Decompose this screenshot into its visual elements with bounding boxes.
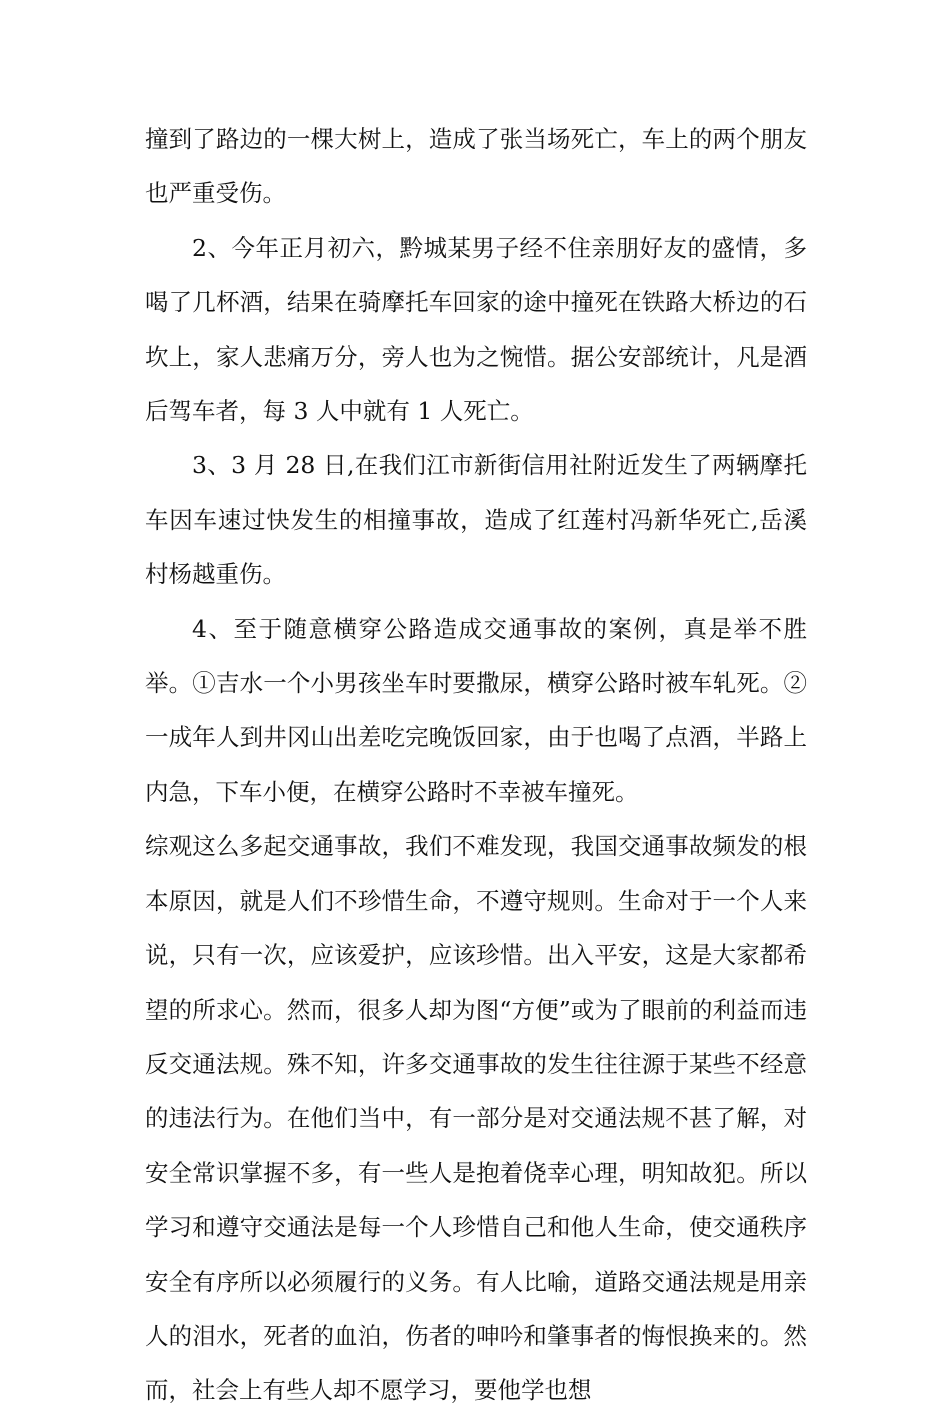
paragraph-case-3: 3、3 月 28 日,在我们江市新街信用社附近发生了两辆摩托车因车速过快发生的相撞事故，造成了红莲村冯新华死亡,岳溪村杨越重伤。 [145,451,807,589]
paragraph-case-2: 2、今年正月初六，黔城某男子经不住亲朋好友的盛情，多喝了几杯酒，结果在骑摩托车回家的途中撞死在铁路大桥边的石坎上，家人悲痛万分，旁人也为之惋惜。据公安部统计，凡是酒后驾车者，每 3 人中就有 1 人死亡。 [145,233,807,426]
paragraph-continuation: 撞到了路边的一棵大树上，造成了张当场死亡，车上的两个朋友也严重受伤。 [145,125,807,208]
paragraph-summary: 综观这么多起交通事故，我们不难发现，我国交通事故频发的根本原因，就是人们不珍惜生命，不遵守规则。生命对于一个人来说，只有一次，应该爱护，应该珍惜。出入平安，这是大家都希望的所求心。然而，很多人却为图“方便”或为了眼前的利益而违反交通法规。殊不知，许多交通事故的发生往往源于某些不经意的违法行为。在他们当中，有一部分是对交通法规不甚了解，对安全常识掌握不多，有一些人是抱着侥幸心理，明知故犯。所以学习和遵守交通法是每一个人珍惜自己和他人生命，使交通秩序安全有序所以必须履行的义务。有人比喻，道路交通法规是用亲人的泪水，死者的血泊，伤者的呻吟和肇事者的悔恨换来的。然而，社会上有些人却不愿学习，要他学也想 [145,832,807,1405]
document-body [145,112,807,1418]
paragraph-case-4: 4、至于随意横穿公路造成交通事故的案例，真是举不胜举。①吉水一个小男孩坐车时要撒尿，横穿公路时被车轧死。②一成年人到井冈山出差吃完晚饭回家，由于也喝了点酒，半路上内急，下车小便，在横穿公路时不幸被车撞死。 [145,614,807,806]
